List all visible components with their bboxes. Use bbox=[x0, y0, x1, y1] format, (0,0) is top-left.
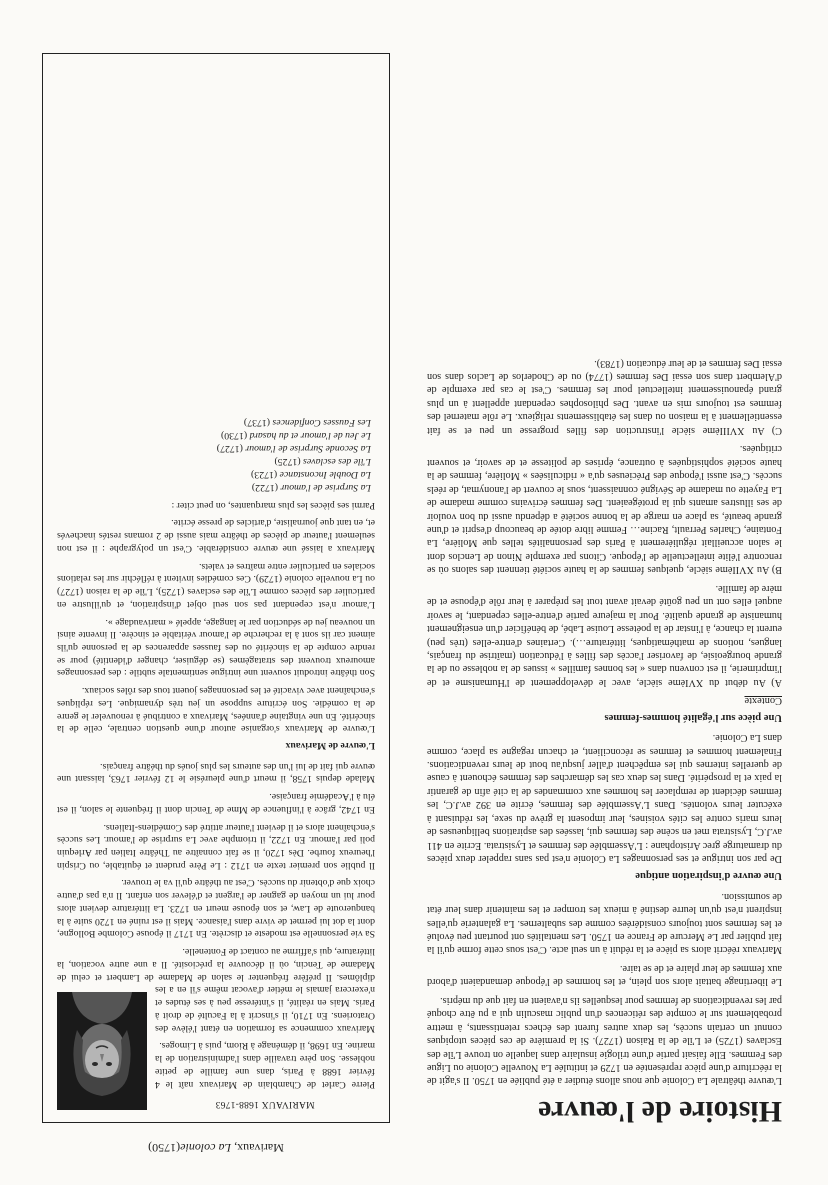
list-item: La Double Inconstance (1723) bbox=[251, 469, 371, 481]
oeuvre-paragraph-1: L'œuvre de Marivaux s'organise autour d'une question centrale, celle de la sincérité. En une vingtaine d'années, Marivaux a contribué à renouveler le genre de la comédie. Son écriture suppose un jeu très dynamique. Les répliques s'enchaînent avec vivacité et les personnages jouent tous des rôles sociaux. bbox=[57, 685, 375, 735]
main-title: Histoire de l'œuvre bbox=[538, 1095, 782, 1128]
intro-paragraph-3: Marivaux réécrit alors sa pièce et la réduit à un seul acte. C'est sous cette forme qu'il la fait publier par Le Mercure de France en 1750. Les mentalités ont pourtant peu évolué et les femmes sont toujours considérées comme des subalternes. La galanterie qu'elles inspirent n'est qu'un leurre destiné à mieux les tromper et les maintenir dans leur état de soumission. bbox=[427, 890, 782, 956]
oeuvre-paragraph-4: Marivaux a laissé une œuvre considérable. C'est un polygraphe : il est non seulement l'auteur de pièces de théâtre mais aussi de 2 romans restés inachevés et, en tant que journaliste, d'articles de presse écrite. bbox=[57, 517, 375, 554]
intro-paragraph-1: L'œuvre théâtrale La Colonie que nous allons étudier a été publiée en 1750. Il s'agit de la réécriture d'une pièce représentée en 1729 et intitulée La Nouvelle Colonie ou Ligue des Femmes. Elle faisait partie d'une trilogie insulaire dans laquelle on trouve L'île des Esclaves (1725) et L'île de la Raison (1727). Si la première de ces pièces utopiques connut un certain succès, les deux autres furent des échecs retentissants, à mettre probablement sur le compte des réticences d'un public masculin qui a pu être choqué par les revendications de femmes pour lesquelles ils n'avaient en fait que du mépris. bbox=[427, 994, 782, 1087]
plays-intro: Parmi ses pièces les plus marquantes, on peut citer : bbox=[171, 499, 375, 511]
intro-paragraph-2: Le libertinage battait alors son plein, et les hommes de l'époque demandaient d'abord aux femmes de leur plaire et de se taire. bbox=[427, 962, 782, 988]
oeuvre-paragraph-2: Son théâtre introduit souvent une intrigue sentimentale subtile : des personnages amoureux trouvent des stratagèmes (se déguiser, changer d'identité) pour se rendre compte de la sincérité ou des fausses apparences de la personne qu'ils aiment car ils sont à la recherche de l'amour véritable et sincère. Il invente ainsi un nouveau jeu de séduction par le langage, appelé « marivaudage ». bbox=[57, 616, 375, 679]
biography-column bbox=[42, 53, 390, 1155]
page-title-author: Marivaux, bbox=[231, 1141, 284, 1155]
list-item: Le Jeu de l'amour et du hasard (1730) bbox=[220, 430, 371, 442]
section-heading-oeuvre: L'œuvre de Marivaux bbox=[285, 739, 375, 751]
section-heading-egalite: Une pièce sur l'égalité hommes-femmes bbox=[604, 711, 782, 723]
portrait-engraving-icon bbox=[57, 992, 147, 1110]
biography-box bbox=[42, 53, 390, 1123]
contexte-paragraph-a: A) Au début du XVIème siècle, avec le développement de l'Humanisme et de l'imprimerie, il est convenu dans « les bonnes familles » issues de la noblesse ou de la grande bourgeoisie, de favoriser l'accès des filles à l'éducation (maîtrise du français, langues, notions de mathématiques, littérature…). Certaines d'entre-elles (très peu) eurent la chance, à l'instar de la poétesse Louise Labé, de bénéficier d'un enseignement humaniste de grande qualité. Pour la majeure partie d'entre-elles cependant, le savoir auquel elles ont un peu goûté devait avant tout les préparer à leur rôle d'épouse et de mère de famille. bbox=[427, 582, 782, 688]
list-item: La Seconde Surprise de l'amour (1727) bbox=[216, 443, 371, 455]
bio-paragraph-1: Pierre Carlet de Chamblain de Marivaux naît le 4 février 1688 à Paris, dans une famille de petite noblesse. Son père travaille dans l'administration de la marine. En 1698, il déménage à Riom, puis à Limoges. bbox=[155, 1040, 375, 1090]
contexte-paragraph-c: C) Au XVIIIème siècle l'instruction des filles progresse un peu et se fait essentiellement à la maison ou dans les établissements religieux. Le rôle maternel des femmes est toujours mis en avant. Des philosophes cependant appellent à un plus grand épanouissement intellectuel pour les femmes. C'est le cas par exemple de d'Alembert dans son essai Des femmes (1774) ou de Choderlos de Laclos dans son essai Des femmes et de leur éducation (1783). bbox=[427, 357, 782, 436]
antique-paragraph: De par son intrigue et ses personnages La Colonie n'est pas sans rappeler deux pièces du dramaturge grec Aristophane : L'Assemblée des femmes et Lysistrata. Ecrite en 411 av.J.C, Lysistrata met en scène des femmes qui, lassées des aspirations belliqueuses de leurs maris contre les cités voisines, leur imposent la grève du sexe, les réduisant à exécuter leurs volontés. Dans L'Assemblée des femmes, écrite en 392 av.J.C, les femmes décident de remplacer les hommes aux commandes de la cité afin de garantir la paix et la prospérité. Dans les deux cas les démarches des femmes échouent à cause de querelles internes qui les empêchent d'aller jusqu'au bout de leurs revendications. Finalement hommes et femmes se réconcilient, et chacun regagne sa place, comme dans La Colonie. bbox=[427, 732, 782, 865]
bio-paragraph-3: Sa vie personnelle est modeste et discrète. En 1717 il épouse Colombe Bollogne, dont la dot lui permet de vivre dans l'aisance. Mais il est ruiné en 1720 suite à la banqueroute de Law, et son épouse meurt en 1723. La littérature devient alors pour lui un moyen de gagner de l'argent et d'élever son enfant. Il n'a pas d'autre choix que d'obtenir du succès. C'est au théâtre qu'il va le trouver. bbox=[57, 877, 375, 940]
page-title-year: (1750) bbox=[148, 1141, 181, 1155]
portrait-image bbox=[57, 992, 147, 1110]
list-item: La Surprise de l'amour (1722) bbox=[251, 481, 371, 493]
bio-paragraph-6: Malade depuis 1758, il meurt d'une pleurésie le 12 février 1763, laissant une œuvre qui fait de lui l'un des auteurs les plus joués du théâtre français. bbox=[57, 760, 375, 785]
list-item: L'île des esclaves (1725) bbox=[274, 456, 371, 468]
biography-text bbox=[57, 415, 375, 1089]
history-column bbox=[427, 351, 782, 1127]
box-title: MARIVAUX 1688-1763 bbox=[215, 1099, 315, 1111]
contexte-paragraph-b: B) Au XVIIème siècle, quelques femmes de la haute société tiennent des salons où se rencontre l'élite intellectuelle de l'époque. Citons par exemple Ninon de Lenclos dont le salon accueillait régulièrement à Paris des personnalités telles que Molière, La Fontaine, Charles Perrault, Racine… Femme libre dotée de beaucoup d'esprit et d'une grande beauté, sa place en marge de la bonne société a dépendu aussi du bon vouloir de ses illustres amants qui la protégeaient. Des femmes écrivains comme madame de La Fayette ou madame de Sévigné connaissent, sous le couvert de l'anonymat, de réels succès. C'est aussi l'époque des Précieuses qu'a « ridiculisées » Molière, femmes de la haute société sophistiquées à outrance, éprises de politesse et de savoir, et souvent critiquées. bbox=[427, 443, 782, 576]
bio-paragraph-5: En 1742, grâce à l'influence de Mme de Tencin dont il fréquente le salon, il est élu à l'Académie française. bbox=[57, 791, 375, 815]
bio-paragraph-4: Il publie son premier texte en 1712 : Le Père prudent et équitable, ou Crispin l'heureux fourbe. Dès 1720, il se fait connaître au Théâtre Italien par Arlequin poli par l'amour. En 1722, il triomphe avec La surprise de l'amour. Les succès s'enchaînent alors et il devient l'auteur attitré des Comédiens-Italiens. bbox=[57, 821, 375, 871]
page-title-work: La colonie bbox=[180, 1141, 232, 1155]
contexte-label: Contexte bbox=[744, 694, 782, 706]
oeuvre-paragraph-3: L'amour n'est cependant pas son seul objet d'inspiration, et qu'illustre en particulier des pièces comme L'île des esclaves (1725), L'île de la raison (1727) ou La nouvelle colonie (1729). Ces comédies invitent à réfléchir sur les relations sociales en particulier entre maîtres et valets. bbox=[57, 560, 375, 610]
section-heading-antique: Une œuvre d'inspiration antique bbox=[635, 870, 782, 882]
bio-paragraph-2: Marivaux commence sa formation en étant l'élève des Oratoriens. En 1710, il s'inscrit à la Faculté de droit à Paris. Mais en réalité, il s'intéresse peu à ses études et n'exercera jamais le métier d'avocat même s'il en a les diplômes. Il préfère fréquenter le salon de Madame de Lambert et celui de Madame de Tencin, où il découvre la préciosité. Il a une autre vocation, la littérature, qui s'affirme au contact de Fontenelle. bbox=[57, 946, 375, 1034]
plays-list bbox=[57, 415, 371, 493]
page-title bbox=[42, 1139, 390, 1155]
list-item: Les Fausses Confidences (1737) bbox=[243, 417, 371, 429]
